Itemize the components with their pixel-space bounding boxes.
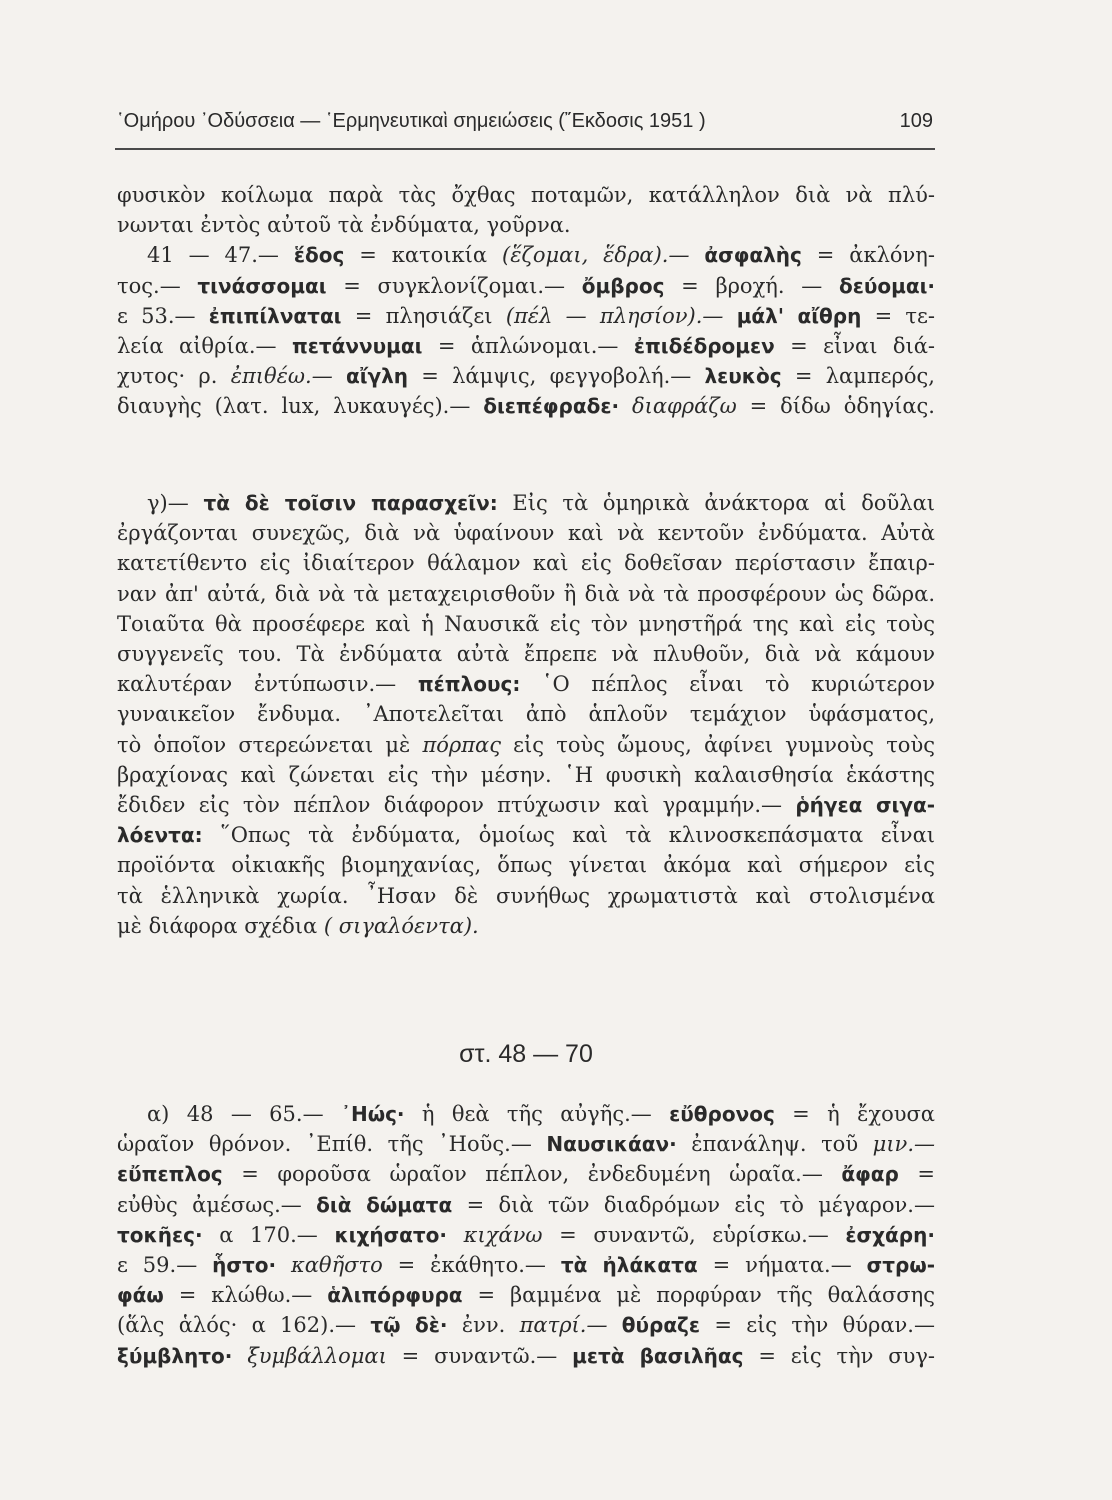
text-run: α) 48 — 65.— xyxy=(147,1102,324,1126)
headword: ξύμβλητο· xyxy=(117,1343,233,1368)
text-run: τὸ ὁποῖον στερεώνεται μὲ xyxy=(117,732,411,757)
text-run: = εἰς τὴν θύραν.— xyxy=(714,1313,935,1338)
headword: τινάσσομαι xyxy=(197,273,327,298)
text-run: μὲ διάφορα σχέδια xyxy=(117,913,318,938)
text-line xyxy=(117,488,935,518)
headword: ἐσχάρη· xyxy=(845,1222,935,1247)
text-run: βραχίονας καὶ ζώνεται εἰς τὴν μέσην. ῾Η φυσικὴ καλαισθησία ἑκάστης xyxy=(117,762,935,787)
headword: τοκῆες· xyxy=(117,1222,203,1247)
text-line xyxy=(117,639,935,669)
headword: ἐπιπίλναται xyxy=(208,303,342,328)
text-run: καθῆστο xyxy=(290,1253,383,1278)
page-number: 109 xyxy=(899,110,933,132)
headword: φάω xyxy=(117,1283,164,1308)
headword: μάλ' αἴθρη xyxy=(736,303,862,328)
text-run: = φοροῦσα ὡραῖον πέπλον, ἐνδεδυμένη ὡραῖα.— xyxy=(241,1162,823,1187)
text-run: ἐπιθέω.— xyxy=(230,364,333,389)
text-line xyxy=(117,820,935,850)
text-run: = κλώθω.— xyxy=(178,1283,313,1308)
text-run: = xyxy=(917,1162,935,1187)
text-line xyxy=(117,1190,935,1220)
text-line xyxy=(117,518,935,548)
text-run: λεία αἰθρία.— xyxy=(117,334,277,359)
text-line xyxy=(117,1280,935,1310)
text-run: (ἕζομαι, ἕδρα).— xyxy=(502,243,690,268)
text-line xyxy=(117,1159,935,1189)
text-run: πατρί.— xyxy=(519,1313,608,1338)
text-run: ὡραῖον θρόνον. ᾿Επίθ. τῆς ᾿Ηοῦς.— xyxy=(117,1132,532,1157)
paragraph-2 xyxy=(117,488,935,941)
headword: θύραζε xyxy=(621,1313,701,1338)
text-run: = συναντῶ, εὑρίσκω.— xyxy=(559,1222,829,1247)
headword: λόεντα: xyxy=(117,823,203,848)
text-run: προϊόντα οἰκιακῆς βιομηχανίας, ὅπως γίνεται ἀκόμα καὶ σήμερον εἰς xyxy=(117,853,935,878)
headword: διὰ δώματα xyxy=(316,1192,453,1217)
text-line xyxy=(117,850,935,880)
text-line xyxy=(117,1310,935,1340)
text-run: καλυτέραν ἐντύπωσιν.— xyxy=(117,672,397,697)
text-line xyxy=(117,881,935,911)
headword: ἧστο· xyxy=(212,1253,277,1278)
text-run: μιν.— xyxy=(872,1132,935,1157)
text-run: συγγενεῖς του. Τὰ ἐνδύματα αὐτὰ ἔπρεπε νὰ πλυθοῦν, διὰ νὰ κάμουν xyxy=(117,642,935,667)
text-run: ξυμβάλλομαι xyxy=(247,1343,387,1368)
headword: εὔπεπλος xyxy=(117,1162,223,1187)
text-line xyxy=(117,331,935,361)
text-run: διαφράζω xyxy=(631,394,737,419)
text-run: = βροχή. — xyxy=(681,273,823,298)
text-line xyxy=(117,361,935,391)
text-run: ἐργάζονται συνεχῶς, διὰ νὰ ὑφαίνουν καὶ νὰ κεντοῦν ἐνδύματα. Αὐτὰ xyxy=(117,521,935,546)
text-run: = νήματα.— xyxy=(712,1253,852,1278)
headword: ἄφαρ xyxy=(841,1162,899,1187)
text-run: γ)— xyxy=(147,491,189,515)
text-run: = βαμμένα μὲ πορφύραν τῆς θαλάσσης xyxy=(477,1283,935,1308)
text-run: α 170.— xyxy=(219,1222,318,1247)
text-line xyxy=(117,579,935,609)
text-line xyxy=(117,790,935,820)
text-run: ἡ θεὰ τῆς αὐγῆς.— xyxy=(421,1102,652,1126)
text-line xyxy=(117,1341,935,1371)
headword: τὰ ἠλάκατα xyxy=(560,1253,698,1278)
text-run: τὰ ἑλληνικὰ χωρία. ῏Ησαν δὲ συνήθως χρωματιστὰ καὶ στολισμένα xyxy=(117,883,935,908)
text-line xyxy=(117,609,935,639)
text-run: εἰς τοὺς ὤμους, ἀφίνει γυμνοὺς τοὺς xyxy=(513,732,935,757)
text-line xyxy=(117,669,935,699)
headword: ἁλιπόρφυρα xyxy=(327,1283,463,1308)
headword: στρω- xyxy=(866,1253,935,1278)
text-run: = πλησιάζει xyxy=(354,303,493,328)
headword: εὔθρονος xyxy=(669,1102,775,1126)
text-run: ναν ἀπ' αὐτά, διὰ νὰ τὰ μεταχειρισθοῦν ἢ διὰ νὰ τὰ προσφέρουν ὡς δῶρα. xyxy=(117,581,935,606)
text-line xyxy=(117,1099,935,1129)
text-run: γυναικεῖον ἔνδυμα. ᾿Αποτελεῖται ἀπὸ ἁπλοῦν τεμάχιον ὑφάσματος, xyxy=(117,702,935,727)
text-run: κιχάνω xyxy=(463,1222,543,1247)
text-line xyxy=(117,699,935,729)
text-run: ἐνν. xyxy=(461,1313,506,1338)
text-line xyxy=(117,240,935,270)
text-run: = λάμψις, φεγγοβολή.— xyxy=(421,364,692,389)
text-line xyxy=(117,210,935,240)
text-run: = λαμπερός, xyxy=(794,364,935,389)
text-line xyxy=(117,760,935,790)
text-line xyxy=(117,301,935,331)
text-run: = διὰ τῶν διαδρόμων εἰς τὸ μέγαρον.— xyxy=(466,1192,935,1217)
text-run: πόρπας xyxy=(422,732,501,757)
headword: ῥήγεα σιγα- xyxy=(795,793,936,818)
text-line xyxy=(117,391,935,421)
headword: κιχήσατο· xyxy=(334,1222,448,1247)
text-run: = συγκλονίζομαι.— xyxy=(343,273,566,298)
text-run: (πέλ — πλησίον).— xyxy=(505,303,724,328)
text-run: ἐπανάληψ. τοῦ xyxy=(691,1132,859,1157)
text-run: διαυγὴς (λατ. lux, λυκαυγές).— xyxy=(117,394,471,419)
text-run: = ἀκλόνη- xyxy=(816,243,935,268)
text-run: κατετίθεντο εἰς ἰδιαίτερον θάλαμον καὶ εἰς δοθεῖσαν περίστασιν ἔπαιρ- xyxy=(117,551,935,576)
text-run: = ἐκάθητο.— xyxy=(397,1253,546,1278)
text-line xyxy=(117,1220,935,1250)
text-run: = ἁπλώνομαι.— xyxy=(437,334,619,359)
headword: δεύομαι· xyxy=(839,273,935,298)
text-run: ε 59.— xyxy=(117,1253,198,1278)
text-run: τος.— xyxy=(117,273,181,298)
text-run: ῞Οπως τὰ ἐνδύματα, ὁμοίως καὶ τὰ κλινοσκεπάσματα εἶναι xyxy=(220,823,935,848)
text-line xyxy=(117,911,935,941)
text-run: ῾Ο πέπλος εἶναι τὸ κυριώτερον xyxy=(542,672,935,697)
text-run: νωνται ἐντὸς αὐτοῦ τὰ ἐνδύματα, γοῦρνα. xyxy=(117,213,571,238)
headword: ἕδος xyxy=(293,243,345,268)
headword: μετὰ βασιλῆας xyxy=(572,1343,744,1368)
paragraph-1 xyxy=(117,180,935,422)
headword: ἀσφαλὴς xyxy=(704,243,802,268)
text-run: = κατοικία xyxy=(359,243,488,268)
text-run: ἔδιδεν εἰς τὸν πέπλον διάφορον πτύχωσιν καὶ γραμμήν.— xyxy=(117,793,783,818)
text-run: = συναντῶ.— xyxy=(401,1343,558,1368)
text-run: = δίδω ὁδηγίας. xyxy=(749,394,935,419)
section-heading: στ. 48 — 70 xyxy=(459,1040,593,1068)
text-line xyxy=(117,1250,935,1280)
text-run: Εἰς τὰ ὁμηρικὰ ἀνάκτορα αἱ δοῦλαι xyxy=(512,491,935,515)
running-title: ῾Ομήρου ᾿Οδύσσεια — ῾Ερμηνευτικαὶ σημειώσεις (῎Εκδοσις 1951 ) xyxy=(117,110,706,132)
text-run: ε 53.— xyxy=(117,303,196,328)
headword: πετάννυμαι xyxy=(291,334,423,359)
headword: ἐπιδέδρομεν xyxy=(633,334,775,359)
text-line xyxy=(117,1129,935,1159)
headword: αἴγλη xyxy=(345,364,409,389)
text-line xyxy=(117,180,935,210)
headword: ὄμβρος xyxy=(581,273,665,298)
headword: διεπέφραδε· xyxy=(483,394,620,419)
text-run: = ἡ ἔχουσα xyxy=(792,1102,935,1126)
headword: πέπλους: xyxy=(417,672,521,697)
text-run: εὐθὺς ἀμέσως.— xyxy=(117,1192,302,1217)
paragraph-3 xyxy=(117,1099,935,1371)
text-run: = εἰς τὴν συγ- xyxy=(758,1343,935,1368)
headword: ᾿Ηώς· xyxy=(340,1102,405,1126)
text-run: 41 — 47.— xyxy=(147,243,279,268)
headword: τὰ δὲ τοῖσιν παρασχεῖν: xyxy=(203,491,498,515)
text-line xyxy=(117,271,935,301)
text-run: = τε- xyxy=(874,303,936,328)
text-run: φυσικὸν κοίλωμα παρὰ τὰς ὄχθας ποταμῶν, κατάλληλον διὰ νὰ πλύ- xyxy=(117,183,935,207)
headword: Ναυσικάαν· xyxy=(546,1132,677,1157)
text-run: χυτος· ρ. xyxy=(117,364,218,389)
text-line xyxy=(117,730,935,760)
text-line xyxy=(117,548,935,578)
header-rule xyxy=(115,148,935,150)
text-run: (ἅλς ἁλός· α 162).— xyxy=(117,1313,357,1338)
text-run: ( σιγαλόεντα). xyxy=(323,913,479,938)
running-header xyxy=(117,110,933,133)
headword: λευκὸς xyxy=(704,364,782,389)
text-run: = εἶναι διά- xyxy=(790,334,935,359)
headword: τῷ δὲ· xyxy=(370,1313,448,1338)
text-run: Τοιαῦτα θὰ προσέφερε καὶ ἡ Ναυσικᾶ εἰς τὸν μνηστῆρά της καὶ εἰς τοὺς xyxy=(117,611,935,636)
